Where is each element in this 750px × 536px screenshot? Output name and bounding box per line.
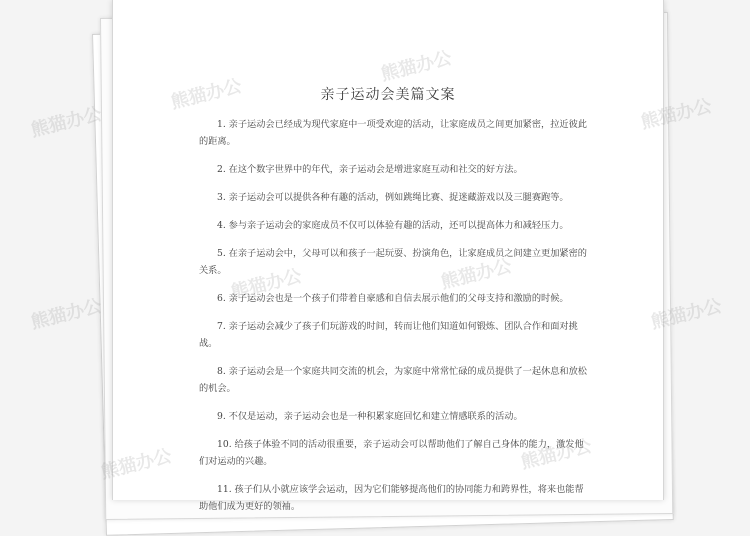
watermark-10: 熊猫办公 (518, 435, 594, 474)
document-body (199, 116, 589, 526)
document-title: 亲子运动会美篇文案 (320, 87, 456, 103)
watermark-4: 熊猫办公 (638, 95, 714, 134)
paragraph-11: 11. 孩子们从小就应该学会运动，因为它们能够提高他们的协同能力和跨界性，将来也能帮助他们成为更好的领袖。 (199, 484, 584, 512)
paragraph-8: 8. 亲子运动会是一个家庭共同交流的机会，为家庭中常常忙碌的成员提供了一起休息和放松的机会。 (199, 366, 587, 394)
paragraph-1: 1. 亲子运动会已经成为现代家庭中一项受欢迎的活动，让家庭成员之间更加紧密，拉近彼此的距离。 (199, 119, 587, 147)
watermark-3: 熊猫办公 (378, 47, 454, 86)
paragraph-10: 10. 给孩子体验不同的活动很重要，亲子运动会可以帮助他们了解自己身体的能力，激发他们对运动的兴趣。 (199, 439, 584, 467)
watermark-6: 熊猫办公 (228, 265, 304, 304)
paragraph-3: 3. 亲子运动会可以提供各种有趣的活动，例如跳绳比赛、捉迷藏游戏以及三腿赛跑等。 (217, 192, 569, 203)
watermark-7: 熊猫办公 (438, 255, 514, 294)
paragraph-7: 7. 亲子运动会减少了孩子们玩游戏的时间，转而让他们知道如何锻炼、团队合作和面对挑战。 (199, 321, 578, 349)
paragraph-5: 5. 在亲子运动会中，父母可以和孩子一起玩耍、扮演角色，让家庭成员之间建立更加紧密的关系。 (199, 248, 587, 276)
watermark-1: 熊猫办公 (28, 103, 104, 142)
watermark-9: 熊猫办公 (98, 445, 174, 484)
watermark-8: 熊猫办公 (648, 295, 724, 334)
document-page (112, 0, 664, 512)
paragraph-6: 6. 亲子运动会也是一个孩子们带着自豪感和自信去展示他们的父母支持和激励的时候。 (217, 293, 569, 304)
paragraph-9: 9. 不仅是运动，亲子运动会也是一种积累家庭回忆和建立情感联系的活动。 (217, 411, 523, 422)
watermark-2: 熊猫办公 (168, 75, 244, 114)
paragraph-4: 4. 参与亲子运动会的家庭成员不仅可以体验有趣的活动，还可以提高体力和减轻压力。 (217, 220, 569, 231)
watermark-5: 熊猫办公 (28, 295, 104, 334)
paragraph-2: 2. 在这个数字世界中的年代，亲子运动会是增进家庭互动和社交的好方法。 (217, 164, 523, 175)
